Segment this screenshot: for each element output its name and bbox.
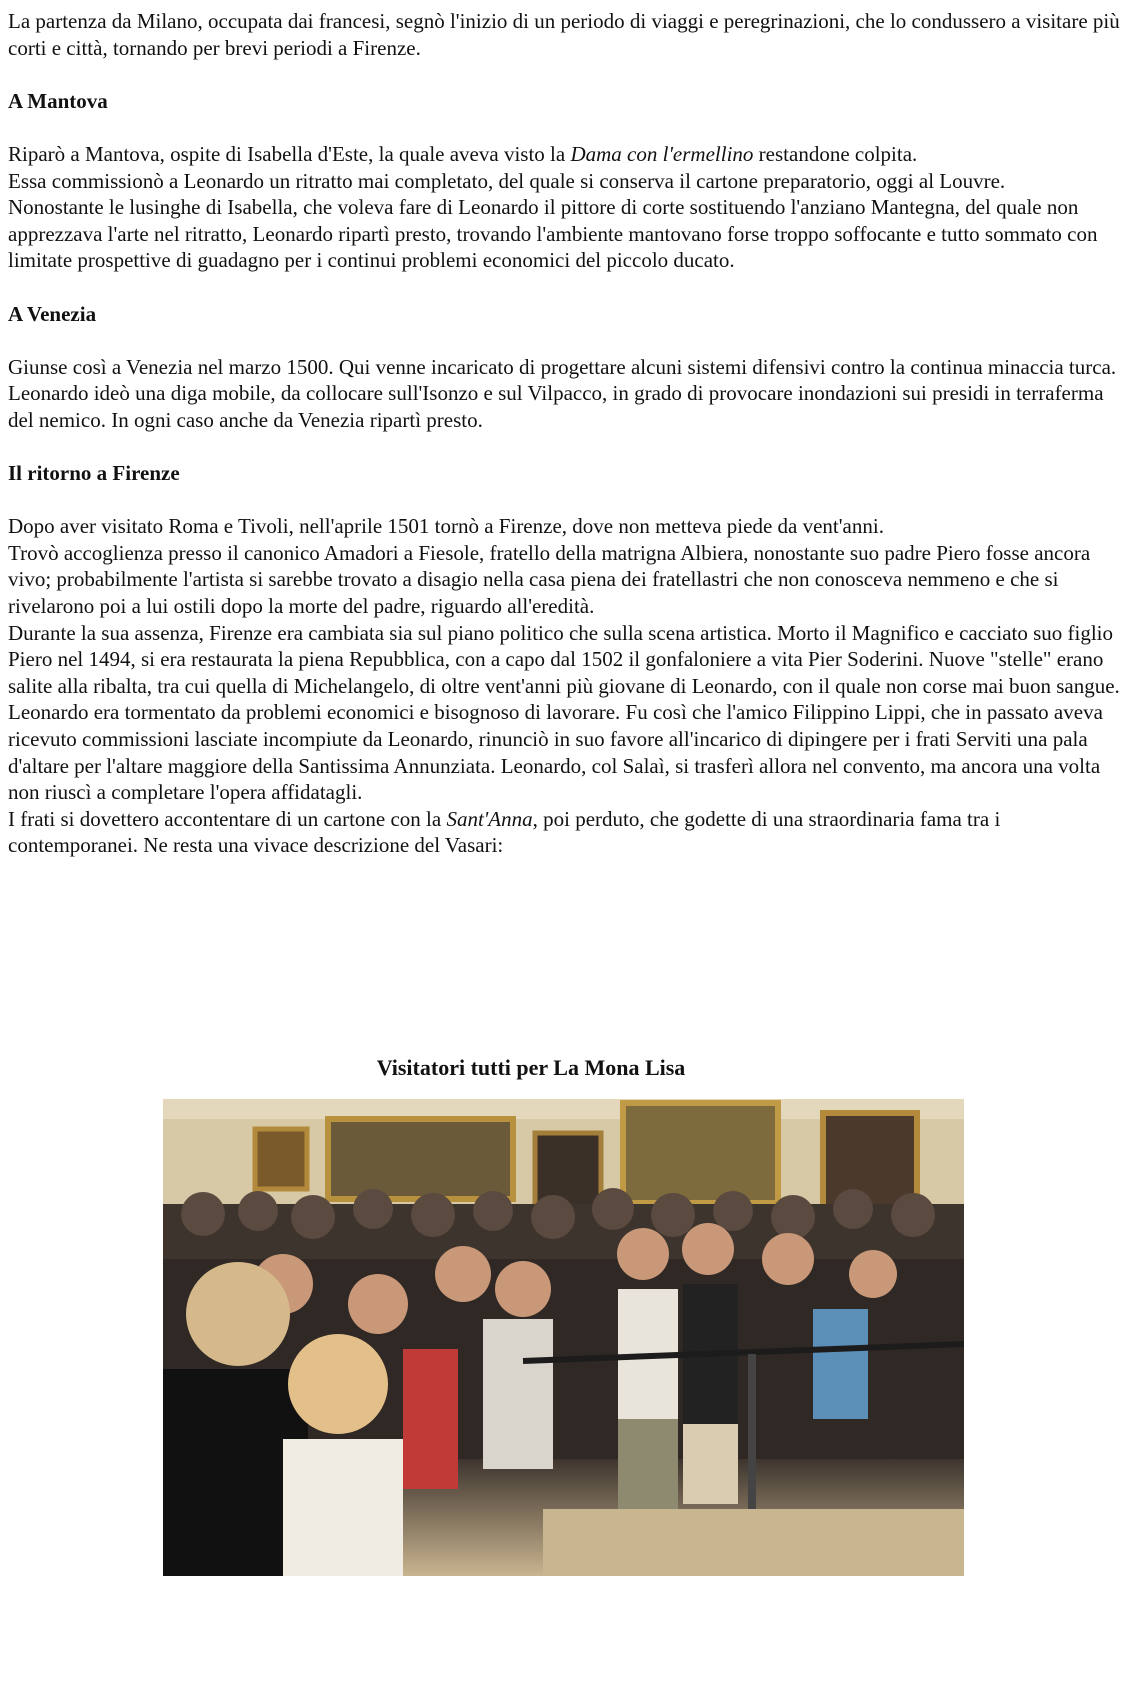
artwork-title-santanna: Sant'Anna bbox=[446, 806, 533, 831]
heading-mantova: A Mantova bbox=[8, 88, 108, 113]
firenze-paragraph-1: Dopo aver visitato Roma e Tivoli, nell'aprile 1501 tornò a Firenze, dove non metteva piede da vent'anni. bbox=[8, 514, 884, 539]
article bbox=[8, 8, 1126, 859]
firenze-paragraph-4: Leonardo era tormentato da problemi economici e bisognoso di lavorare. Fu così che l'amico Filippino Lippi, che in passato aveva ricevuto commissioni lasciate incompiute da Leonardo, rinunciò in suo favore all'incarico di dipingere per i frati Serviti una pala d'altare per l'altare maggiore della Santissima Annunziata. Leonardo, col Salaì, si trasferì allora nel convento, ma ancora una volta non riuscì a completare l'opera affidatagli. bbox=[8, 700, 1103, 805]
heading-firenze: Il ritorno a Firenze bbox=[8, 461, 180, 486]
firenze-paragraph-2: Trovò accoglienza presso il canonico Amadori a Fiesole, fratello della matrigna Albiera, nonostante suo padre Piero fosse ancora vivo; probabilmente l'artista si sarebbe trovato a disagio nella casa piena dei fratellastri che non conosceva nemmeno e che si rivelarono poi a lui ostili dopo la morte del padre, riguardo all'eredità. bbox=[8, 540, 1091, 619]
venezia-paragraph-1: Giunse così a Venezia nel marzo 1500. Qui venne incaricato di progettare alcuni sistemi difensivi contro la continua minaccia turca. Leonardo ideò una diga mobile, da collocare sull'Isonzo e sul Vilpacco, in grado di provocare inondazioni sui presidi in terraferma del nemico. In ogni caso anche da Venezia ripartì presto. bbox=[8, 354, 1117, 432]
artwork-title-dama: Dama con l'ermellino bbox=[570, 141, 754, 166]
crowd-photo bbox=[163, 1099, 964, 1576]
mantova-paragraph-1: Riparò a Mantova, ospite di Isabella d'Este, la quale aveva visto la Dama con l'ermellino restandone colpita. bbox=[8, 141, 918, 166]
crowd-photo-illustration bbox=[163, 1099, 964, 1576]
figure-caption: Visitatori tutti per La Mona Lisa bbox=[376, 1055, 686, 1080]
mantova-paragraph-2: Essa commissionò a Leonardo un ritratto mai completato, del quale si conserva il cartone preparatorio, oggi al Louvre. bbox=[8, 168, 1006, 193]
heading-venezia: A Venezia bbox=[8, 301, 97, 326]
firenze-paragraph-5: I frati si dovettero accontentare di un cartone con la Sant'Anna, poi perduto, che godette di una straordinaria fama tra i contemporanei. Ne resta una vivace descrizione del Vasari: bbox=[8, 806, 1001, 858]
firenze-paragraph-3: Durante la sua assenza, Firenze era cambiata sia sul piano politico che sulla scena artistica. Morto il Magnifico e cacciato suo figlio Piero nel 1494, si era restaurata la piena Repubblica, con a capo dal 1502 il gonfaloniere a vita Pier Soderini. Nuove "stelle" erano salite alla ribalta, tra cui quella di Michelangelo, di oltre vent'anni più giovane di Leonardo, con il quale non corse mai buon sangue. bbox=[8, 620, 1120, 698]
intro-paragraph: La partenza da Milano, occupata dai francesi, segnò l'inizio di un periodo di viaggi e peregrinazioni, che lo condussero a visitare più corti e città, tornando per brevi periodi a Firenze. bbox=[8, 9, 1120, 60]
mantova-paragraph-3: Nonostante le lusinghe di Isabella, che voleva fare di Leonardo il pittore di corte sostituendo l'anziano Mantegna, del quale non apprezzava l'arte nel ritratto, Leonardo ripartì presto, trovando l'ambiente mantovano forse troppo soffocante e tutto sommato con limitate prospettive di guadagno per i continui problemi economici del piccolo ducato. bbox=[8, 195, 1098, 273]
